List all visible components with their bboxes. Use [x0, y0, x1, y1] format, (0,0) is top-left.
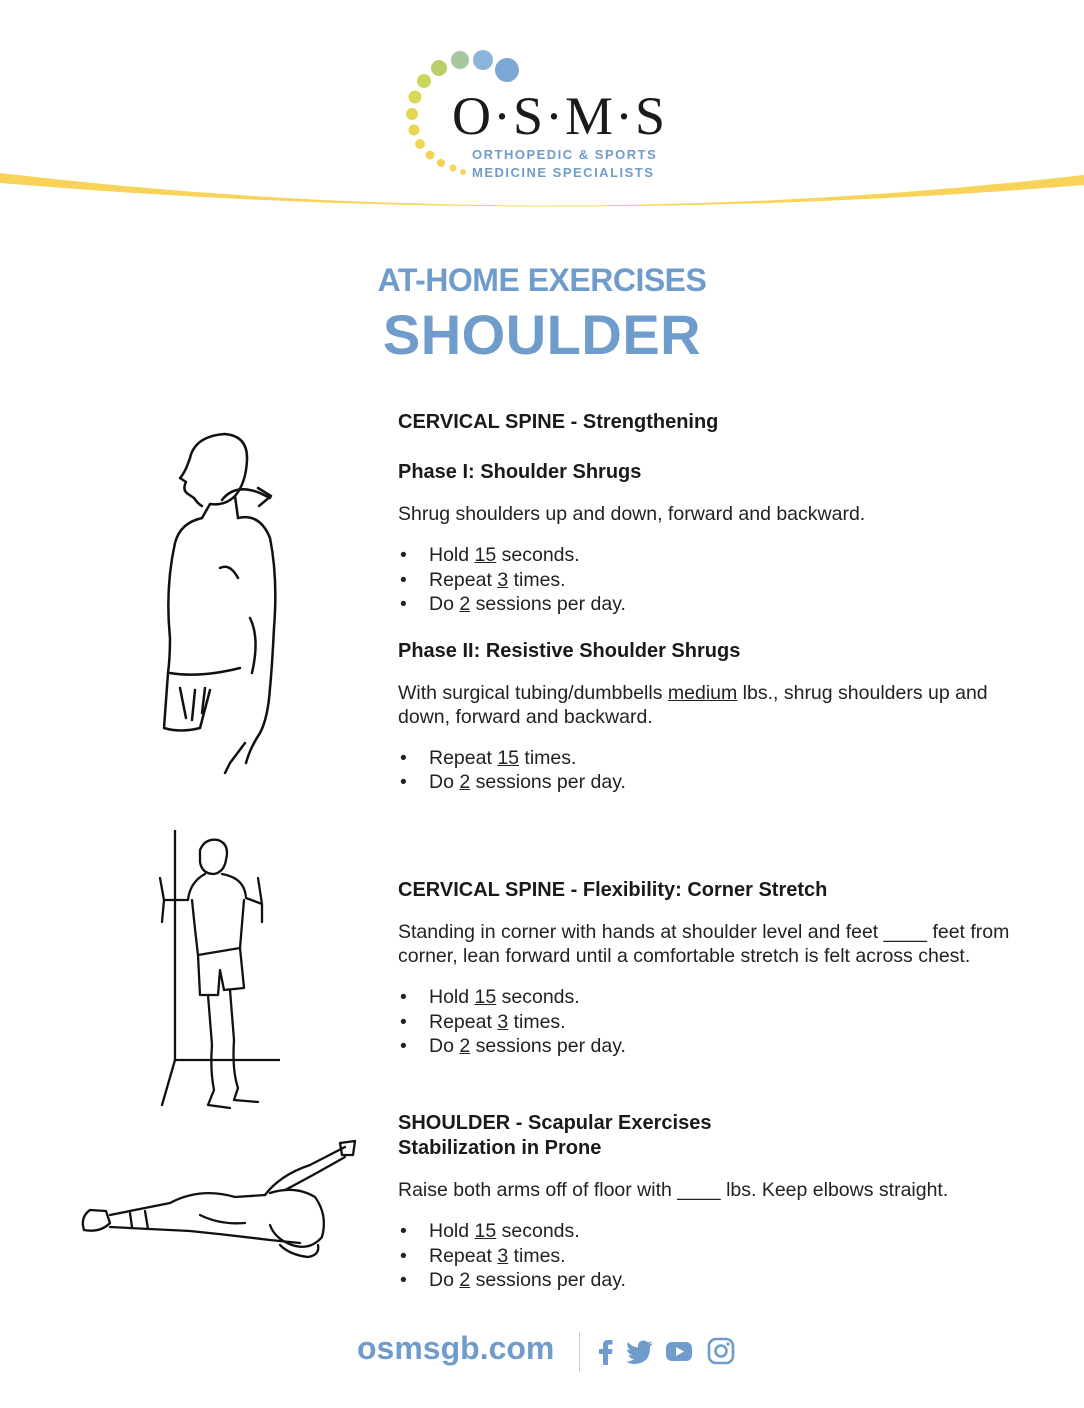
prone-bullets — [398, 1219, 1038, 1293]
logo-wordmark: O·S·M·S — [452, 86, 668, 146]
header-swoosh — [0, 165, 1084, 225]
list-item: • Repeat 15 times. — [398, 746, 1038, 771]
prone-stabilization-illustration — [70, 1135, 360, 1275]
list-item: • Repeat 3 times. — [398, 1010, 1038, 1035]
list-item: • Do 2 sessions per day. — [398, 1268, 1038, 1293]
list-item: • Hold 15 seconds. — [398, 985, 1038, 1010]
list-item: • Repeat 3 times. — [398, 568, 1038, 593]
facebook-icon[interactable] — [596, 1336, 614, 1366]
footer-divider — [579, 1332, 580, 1372]
twitter-icon[interactable] — [625, 1336, 655, 1366]
section-title: CERVICAL SPINE - Flexibility: Corner Stretch — [398, 879, 828, 901]
section-title: CERVICAL SPINE - Strengthening — [398, 411, 719, 433]
prone-description: Raise both arms off of floor with ____ lbs. Keep elbows straight. — [398, 1179, 949, 1201]
phase1-title: Phase I: Shoulder Shrugs — [398, 461, 642, 483]
logo-subtitle-line1: ORTHOPEDIC & SPORTS — [472, 147, 658, 162]
phase1-bullets — [398, 543, 1038, 617]
list-item: • Hold 15 seconds. — [398, 543, 1038, 568]
page-title: SHOULDER — [382, 303, 702, 366]
section-corner-stretch — [398, 878, 1038, 1059]
logo-subtitle-line2: MEDICINE SPECIALISTS — [472, 165, 655, 180]
phase2-description: With surgical tubing/dumbbells medium lbs., shrug shoulders up and down, forward and backward. — [398, 681, 988, 728]
section-title-line1: SHOULDER - Scapular Exercises — [398, 1112, 712, 1134]
list-item: • Do 2 sessions per day. — [398, 592, 1038, 617]
section-title-line2: Stabilization in Prone — [398, 1137, 602, 1159]
list-item: • Hold 15 seconds. — [398, 1219, 1038, 1244]
list-item: • Do 2 sessions per day. — [398, 1034, 1038, 1059]
youtube-icon[interactable] — [664, 1336, 694, 1366]
phase2-bullets — [398, 746, 1038, 795]
corner-stretch-bullets — [398, 985, 1038, 1059]
list-item: • Repeat 3 times. — [398, 1244, 1038, 1269]
instagram-icon[interactable] — [706, 1336, 736, 1366]
footer-website-link[interactable]: osmsgb.com — [357, 1330, 555, 1366]
list-item: • Do 2 sessions per day. — [398, 770, 1038, 795]
shoulder-shrug-illustration — [150, 428, 300, 778]
phase1-description: Shrug shoulders up and down, forward and backward. — [398, 503, 866, 525]
section-scapular-prone — [398, 1111, 1038, 1293]
page-kicker: AT-HOME EXERCISES — [377, 262, 707, 298]
corner-stretch-illustration — [150, 830, 280, 1115]
corner-stretch-description: Standing in corner with hands at shoulder level and feet ____ feet from corner, lean forward until a comfortable stretch is felt across chest. — [398, 921, 1010, 967]
phase2-title: Phase II: Resistive Shoulder Shrugs — [398, 639, 741, 662]
section-cervical-strengthening — [398, 410, 1038, 795]
